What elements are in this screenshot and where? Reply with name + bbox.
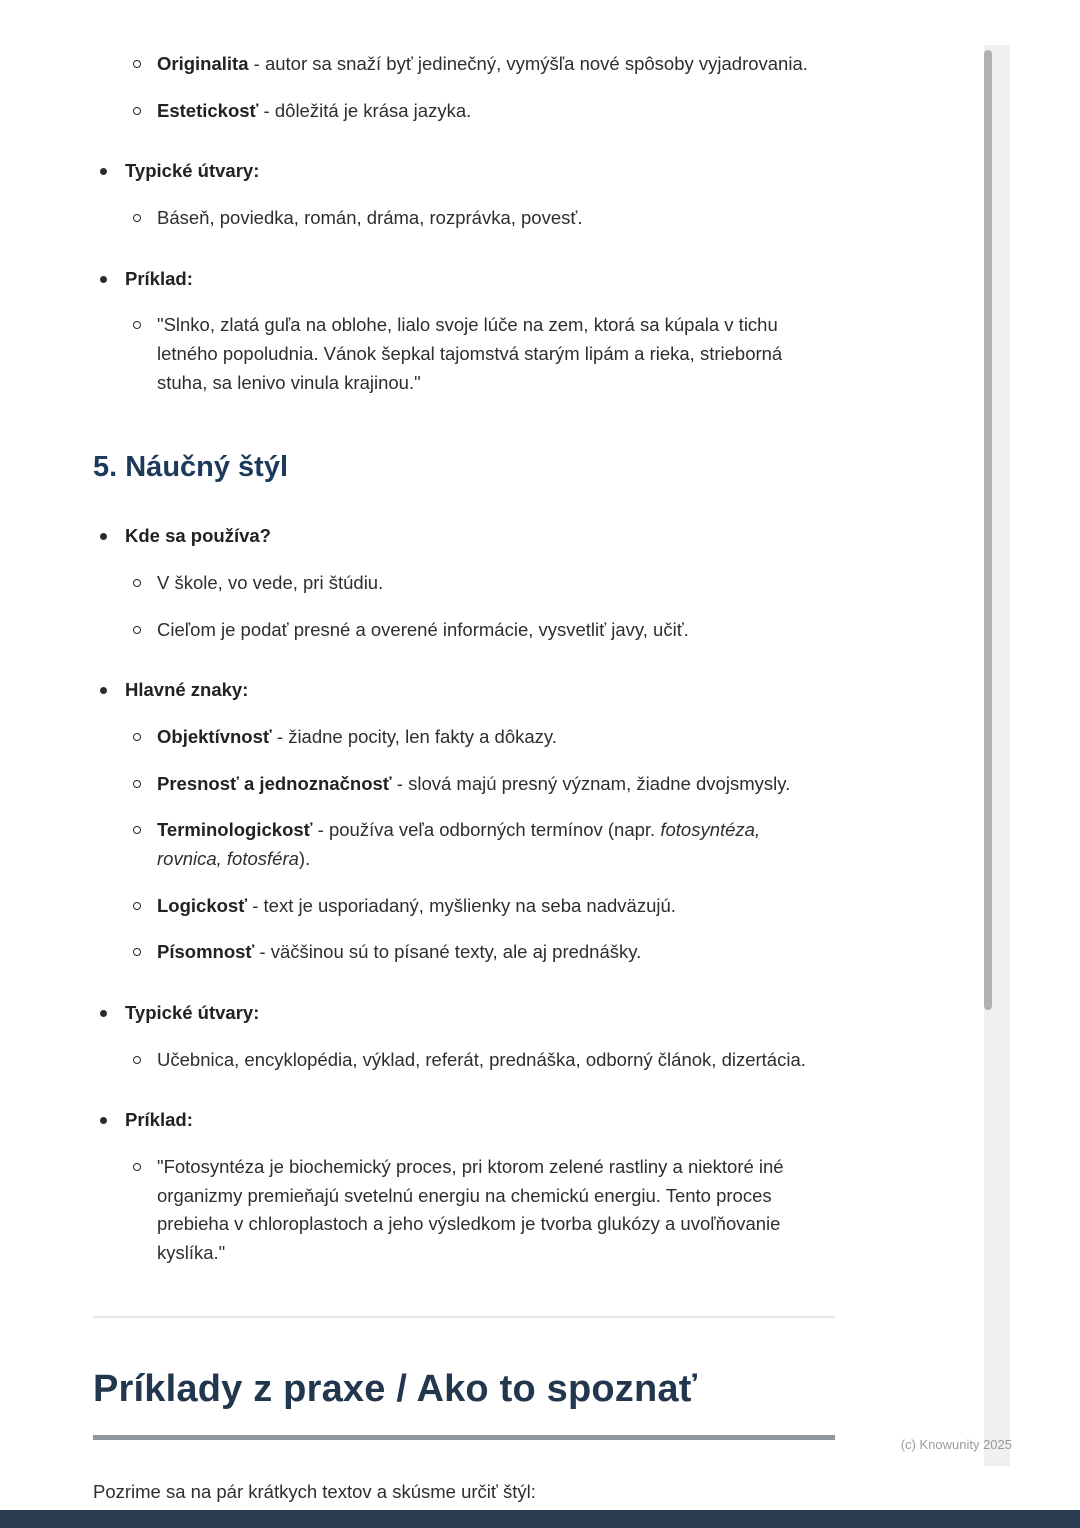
circle-bullet-icon bbox=[133, 321, 141, 329]
term-objektivnost: Objektívnosť bbox=[157, 726, 272, 747]
list-item-utvary-detail-s5 bbox=[93, 1046, 835, 1075]
list-label: Typické útvary: bbox=[125, 1002, 260, 1024]
list-item-kde-2 bbox=[93, 616, 835, 645]
circle-bullet-icon bbox=[133, 60, 141, 68]
term-examples-italic: fotosyntéza, rovnica, fotosféra bbox=[157, 819, 761, 870]
list-item-pisomnost bbox=[93, 938, 835, 967]
list-item-kde-sa-pouziva bbox=[93, 522, 835, 551]
circle-bullet-icon bbox=[133, 1163, 141, 1171]
circle-bullet-icon bbox=[133, 780, 141, 788]
list-label: Príklad: bbox=[125, 1109, 193, 1131]
circle-bullet-icon bbox=[133, 826, 141, 834]
scrollbar-track[interactable] bbox=[984, 45, 1010, 1466]
list-item-objektivnost bbox=[93, 723, 835, 752]
intro-paragraph: Pozrime sa na pár krátkych textov a skúsme určiť štýl: bbox=[93, 1480, 536, 1502]
disc-bullet-icon bbox=[100, 533, 107, 540]
scrollbar-thumb[interactable] bbox=[984, 50, 992, 1010]
list-item-typicke-utvary bbox=[93, 157, 835, 186]
term-description: - dôležitá je krása jazyka. bbox=[258, 99, 472, 121]
list-label: Kde sa používa? bbox=[125, 525, 271, 547]
term-logickost: Logickosť bbox=[157, 894, 248, 916]
term-description: - používa veľa odborných termínov (napr. bbox=[312, 819, 661, 841]
disc-bullet-icon bbox=[100, 1010, 107, 1017]
list-item-priklad bbox=[93, 265, 835, 294]
section-heading-naucny-styl: 5. Náučný štýl bbox=[93, 451, 289, 484]
list-item-priklad-quote-s5 bbox=[93, 1153, 835, 1268]
list-item-presnost bbox=[93, 770, 835, 799]
list-item-text bbox=[157, 816, 817, 873]
list-item-kde-1 bbox=[93, 569, 835, 598]
page-heading-priklady-z-praxe: Príklady z praxe / Ako to spoznať bbox=[93, 1367, 698, 1410]
list-item-text bbox=[157, 770, 790, 799]
list-item-priklad-quote bbox=[93, 311, 835, 397]
term-description: - väčšinou sú to písané texty, ale aj prednášky. bbox=[254, 941, 642, 963]
disc-bullet-icon bbox=[100, 1117, 107, 1124]
section-divider bbox=[93, 1316, 835, 1318]
list-item-text: Báseň, poviedka, román, dráma, rozprávka, povesť. bbox=[157, 207, 583, 229]
circle-bullet-icon bbox=[133, 733, 141, 741]
list-item-text bbox=[157, 723, 557, 752]
list-item-estetickost bbox=[93, 97, 835, 126]
term-description: - slová majú presný význam, žiadne dvojsmysly. bbox=[391, 772, 791, 794]
term-description: - autor sa snaží byť jedinečný, vymýšľa nové spôsoby vyjadrovania. bbox=[248, 53, 808, 74]
list-item-text: Cieľom je podať presné a overené informácie, vysvetliť javy, učiť. bbox=[157, 618, 689, 640]
page-bottom-bar bbox=[0, 1510, 1080, 1528]
term-terminologickost: Terminologickosť bbox=[157, 819, 313, 841]
list-item-typicke-utvary-s5 bbox=[93, 999, 835, 1028]
list-item-text: V škole, vo vede, pri štúdiu. bbox=[157, 571, 384, 593]
list-item-utvary-detail bbox=[93, 204, 835, 233]
list-item-text: Učebnica, encyklopédia, výklad, referát, prednáška, odborný článok, dizertácia. bbox=[157, 1048, 806, 1070]
circle-bullet-icon bbox=[133, 948, 141, 956]
circle-bullet-icon bbox=[133, 626, 141, 634]
quote-text: "Slnko, zlatá guľa na oblohe, lialo svoje lúče na zem, ktorá sa kúpala v tichu letného popoludnia. Vánok šepkal tajomstvá starým lipám a rieka, strieborná stuha, sa lenivo vinula krajinou." bbox=[157, 314, 783, 393]
document-content bbox=[93, 0, 835, 1506]
list-item-text bbox=[157, 97, 471, 126]
quote-text: "Fotosyntéza je biochemický proces, pri ktorom zelené rastliny a niektoré iné organizmy premieňajú svetelnú energiu na chemickú energiu. Tento proces prebieha v chloroplastoch a jeho výsledkom je tvorba glukózy a uvoľňovanie kyslíka." bbox=[157, 1156, 784, 1264]
circle-bullet-icon bbox=[133, 107, 141, 115]
list-item-text bbox=[157, 938, 641, 967]
disc-bullet-icon bbox=[100, 168, 107, 175]
term-originalita: Originalita bbox=[157, 53, 249, 74]
list-label: Typické útvary: bbox=[125, 160, 260, 182]
term-estetickost: Estetickosť bbox=[157, 99, 259, 121]
term-presnost: Presnosť a jednoznačnosť bbox=[157, 772, 392, 794]
circle-bullet-icon bbox=[133, 214, 141, 222]
list-item-hlavne-znaky bbox=[93, 676, 835, 705]
term-pisomnost: Písomnosť bbox=[157, 941, 255, 963]
list-label: Príklad: bbox=[125, 267, 193, 289]
list-item-originalita bbox=[93, 50, 835, 79]
list-label: Hlavné znaky: bbox=[125, 679, 249, 701]
circle-bullet-icon bbox=[133, 579, 141, 587]
circle-bullet-icon bbox=[133, 1056, 141, 1064]
list-item-terminologickost bbox=[93, 816, 835, 873]
list-item-priklad-s5 bbox=[93, 1106, 835, 1135]
term-description: - text je usporiadaný, myšlienky na seba nadväzujú. bbox=[247, 894, 676, 916]
disc-bullet-icon bbox=[100, 276, 107, 283]
disc-bullet-icon bbox=[100, 687, 107, 694]
list-item-logickost bbox=[93, 892, 835, 921]
list-item-text bbox=[157, 892, 676, 921]
copyright-credit: (c) Knowunity 2025 bbox=[900, 1437, 1012, 1452]
circle-bullet-icon bbox=[133, 902, 141, 910]
heading-underline-rule bbox=[93, 1435, 835, 1440]
term-description: - žiadne pocity, len fakty a dôkazy. bbox=[271, 726, 557, 747]
term-description-end: ). bbox=[298, 848, 311, 870]
list-item-text bbox=[157, 50, 808, 79]
